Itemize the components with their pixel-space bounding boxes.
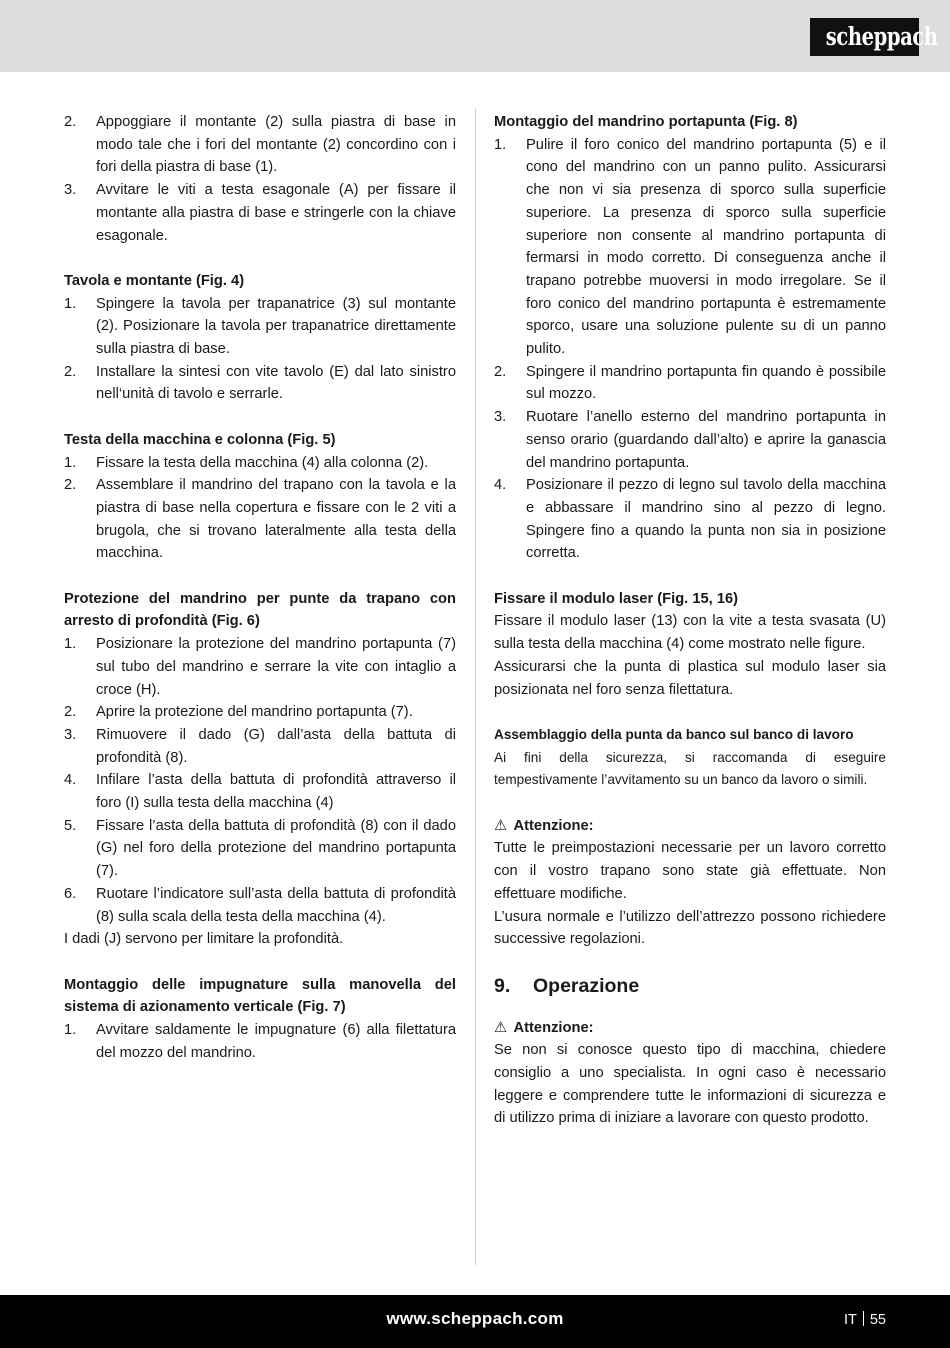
section-protezione-mandrino [64, 588, 456, 951]
section-heading: Tavola e montante (Fig. 4) [64, 272, 245, 289]
language-code: IT [843, 1312, 857, 1328]
list-item: 3. Avvitare le viti a testa esagonale (A) per fissare il montante alla piastra di base e stringerle con la chiave esagonale. [64, 182, 456, 244]
page-number: 55 [869, 1312, 886, 1328]
section-attenzione-2 [494, 1017, 886, 1131]
section-heading: Testa della macchina e colonna (Fig. 5) [64, 431, 336, 448]
section-banco-lavoro [494, 724, 886, 792]
list-item: 1. Fissare la testa della macchina (4) alla colonna (2). [64, 454, 429, 471]
warning-heading: ⚠ Attenzione: [494, 1017, 886, 1040]
section-heading: Montaggio delle impugnature sulla manovella del sistema di azionamento verticale (Fig. 7) [64, 976, 456, 1016]
section-heading: Fissare il modulo laser (Fig. 15, 16) [494, 590, 739, 607]
list-item: 1. Pulire il foro conico del mandrino portapunta (5) e il cono del mandrino con un panno pulito. Assicurarsi che non vi sia presenza di sporco sulla superficie superiore. La presenza di sporco sulla superficie superiore non consente al mandrino portapunta di fermarsi in modo corretto. Di conseguenza anche il trapano potrebbe muoversi in modo irregolare. Se il foro conico del mandrino portapunta è estremamente sporco, usare una soluzione pulente su di un panno pulito. [494, 136, 886, 358]
list-item: 4. Posizionare il pezzo di legno sul tavolo della macchina e abbassare il mandrino sino al pezzo di legno. Spingere fino a quando la punta non sia in posizione corretta. [494, 477, 886, 562]
column-divider [475, 108, 476, 1265]
paragraph: Assicurarsi che la punta di plastica sul modulo laser sia posizionata nel foro senza filettatura. [494, 658, 886, 698]
list-item: 1. Avvitare saldamente le impugnature (6) alla filettatura del mozzo del mandrino. [64, 1022, 456, 1061]
left-column [64, 111, 456, 1087]
list-item: 3. Ruotare l’anello esterno del mandrino portapunta in senso orario (guardando dall’alto) e aprire la ganascia del mandrino portapunta. [494, 409, 886, 471]
list-item: 1. Posizionare la protezione del mandrino portapunta (7) sul tubo del mandrino e serrare la vite con intaglio a croce (H). [64, 636, 456, 698]
paragraph: Ai fini della sicurezza, si raccomanda di eseguire tempestivamente l’avvitamento su un banco da lavoro o simili. [494, 749, 886, 788]
section-heading: Assemblaggio della punta da banco sul banco di lavoro [494, 726, 854, 742]
brand-logo: scheppach [810, 18, 919, 56]
section-montante-steps [64, 111, 456, 247]
section-impugnature [64, 974, 456, 1065]
list-item: 2. Assemblare il mandrino del trapano con la tavola e la piastra di base nella copertura e fissare con le 2 viti a brugola, che si trovano lateralmente alla testa della macchina. [64, 477, 456, 562]
list-item: 1. Spingere la tavola per trapanatrice (3) sul montante (2). Posizionare la tavola per trapanatrice direttamente sulla piastra di base. [64, 295, 456, 358]
list-item: 2. Installare la sintesi con vite tavolo (E) dal lato sinistro nell‘unità di tavolo e serrarle. [64, 363, 456, 403]
warning-icon: ⚠ [494, 1019, 508, 1036]
header-band [0, 0, 950, 72]
warning-icon: ⚠ [494, 817, 508, 834]
section-modulo-laser [494, 588, 886, 702]
list-item: 5. Fissare l’asta della battuta di profondità (8) con il dado (G) nel foro della protezione del mandrino portapunta (7). [64, 817, 456, 880]
list-item: 2. Appoggiare il montante (2) sulla piastra di base in modo tale che i fori del montante (2) concordino con i fori della piastra di base (1). [64, 114, 456, 176]
section-testa-colonna [64, 429, 456, 565]
paragraph: Fissare il modulo laser (13) con la vite a testa svasata (U) sulla testa della macchina (4) come mostrato nelle figure. [494, 613, 886, 653]
section-mandrino-portapunta [494, 111, 886, 565]
list-item: 4. Infilare l’asta della battuta di profondità attraverso il foro (I) sulla testa della macchina (4) [64, 772, 456, 812]
paragraph: Tutte le preimpostazioni necessarie per un lavoro corretto con il vostro trapano sono state già effettuate. Non effettuare modifiche. [494, 840, 886, 902]
chapter-heading: 9. Operazione [494, 974, 640, 997]
right-column [494, 111, 886, 1153]
page-indicator [844, 1311, 886, 1328]
list-item: 3. Rimuovere il dado (G) dall’asta della battuta di profondità (8). [64, 726, 456, 766]
list-item: 2. Spingere il mandrino portapunta fin quando è possibile sul mozzo. [494, 363, 886, 403]
section-heading: Montaggio del mandrino portapunta (Fig. 8) [494, 114, 798, 130]
section-tavola-montante [64, 270, 456, 406]
section-heading: Protezione del mandrino per punte da trapano con arresto di profondità (Fig. 6) [64, 590, 456, 630]
footer-url[interactable]: www.scheppach.com [386, 1309, 564, 1328]
warning-heading: ⚠ Attenzione: [494, 815, 886, 838]
paragraph: L’usura normale e l’utilizzo dell’attrezzo possono richiedere successive regolazioni. [494, 908, 886, 948]
paragraph: I dadi (J) servono per limitare la profondità. [64, 931, 344, 948]
list-item: 6. Ruotare l’indicatore sull’asta della battuta di profondità (8) sulla scala della testa della macchina (4). [64, 885, 456, 925]
section-attenzione-1 [494, 815, 886, 951]
paragraph: Se non si conosce questo tipo di macchina, chiedere consiglio a uno specialista. In ogni caso è necessario leggere e comprendere tutte le informazioni di sicurezza e di utilizzo prima di iniziare a lavorare con questo prodotto. [494, 1042, 886, 1127]
list-item: 2. Aprire la protezione del mandrino portapunta (7). [64, 704, 413, 721]
footer-bar [0, 1295, 950, 1348]
